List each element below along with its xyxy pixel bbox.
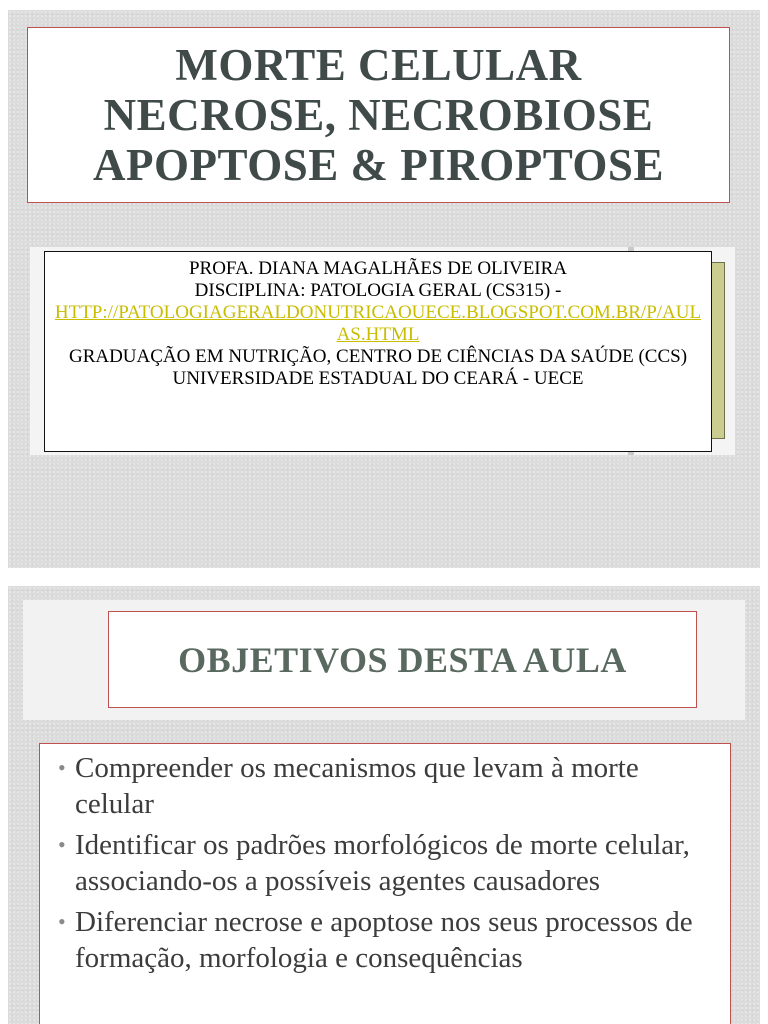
bullet-text: Compreender os mecanismos que levam à morte celular [75, 752, 639, 820]
university-label: UNIVERSIDADE ESTADUAL DO CEARÁ - UECE [172, 368, 584, 389]
bullet-text: Diferenciar necrose e apoptose nos seus processos de formação, morfologia e consequências [75, 906, 693, 974]
title-line-2: NECROSE, NECROBIOSE [103, 90, 654, 140]
list-item [58, 750, 720, 822]
title-line-1: MORTE CELULAR [175, 40, 582, 90]
list-item [58, 904, 720, 976]
slide-objectives [8, 586, 760, 1024]
course-link[interactable]: HTTP://PATOLOGIAGERALDONUTRICAOUECE.BLOGSPOT.COM.BR/P/AULAS.HTML [54, 302, 702, 345]
professor-name: PROFA. DIANA MAGALHÃES DE OLIVEIRA [188, 258, 568, 279]
list-item [58, 827, 720, 899]
discipline-label: DISCIPLINA: PATOLOGIA GERAL (CS315) - [194, 280, 562, 301]
author-info-box [44, 251, 712, 452]
bullet-icon: • [58, 755, 66, 780]
bullet-icon: • [58, 909, 66, 934]
bullet-icon: • [58, 832, 66, 857]
title-line-3: APOPTOSE & PIROPTOSE [93, 140, 664, 190]
objectives-list [58, 750, 720, 976]
objectives-title-band [23, 600, 745, 720]
objectives-content-box [39, 743, 731, 1024]
graduation-label: GRADUAÇÃO EM NUTRIÇÃO, CENTRO DE CIÊNCIAS DA SAÚDE (CCS) [68, 346, 688, 367]
bullet-text: Identificar os padrões morfológicos de morte celular, associando-os a possíveis agentes causadores [75, 829, 690, 897]
slide-title [8, 10, 760, 568]
objectives-title: OBJETIVOS DESTA AULA [178, 639, 627, 680]
title-box [27, 27, 730, 203]
objectives-title-box [108, 611, 697, 708]
